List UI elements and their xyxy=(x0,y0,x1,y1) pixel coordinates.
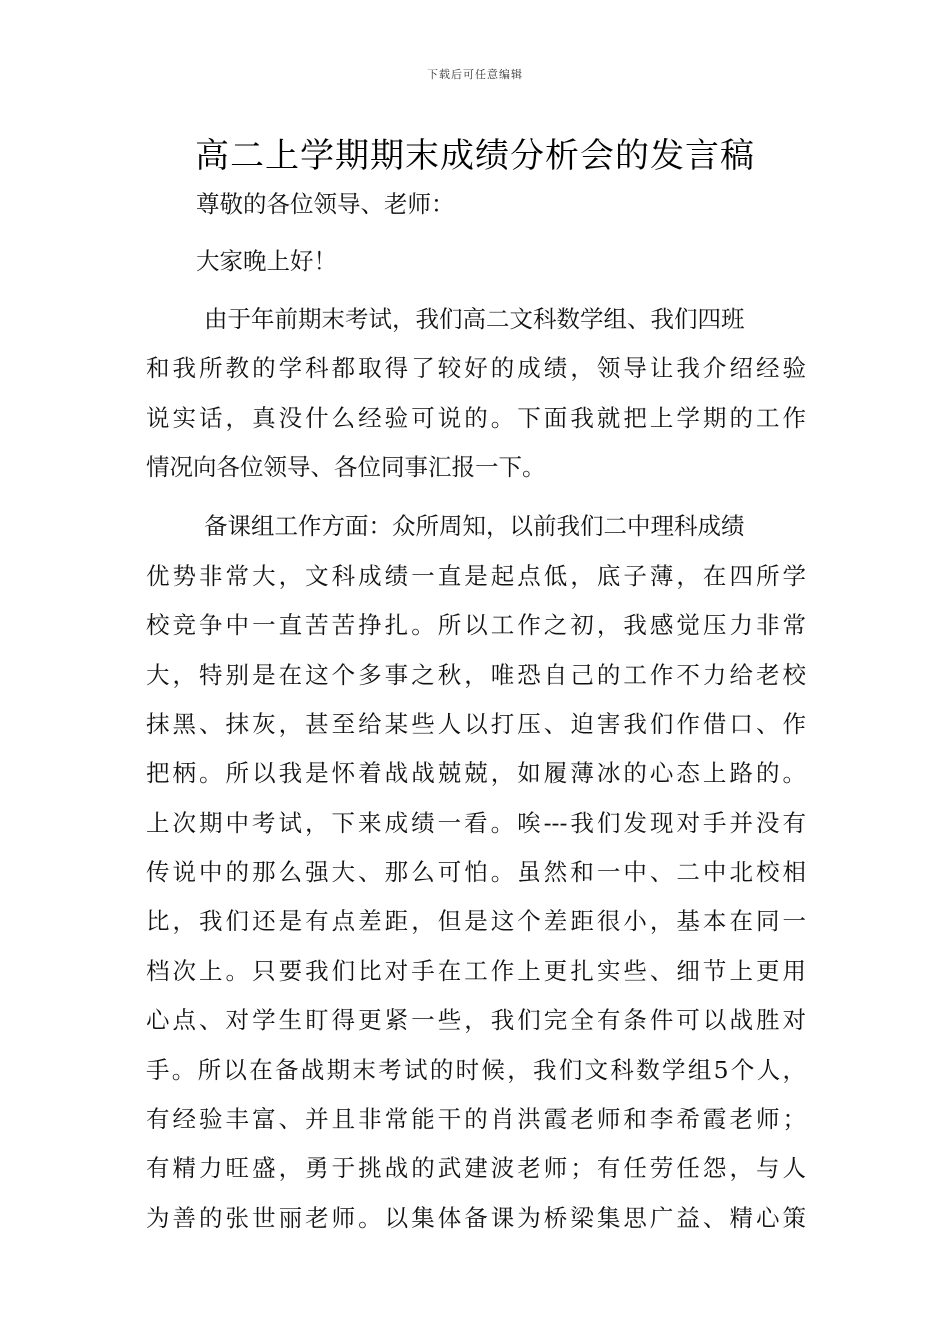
paragraph2-line: 比，我们还是有点差距，但是这个差距很小，基本在同一 xyxy=(146,907,806,936)
paragraph2-line: 优势非常大，文科成绩一直是起点低，底子薄，在四所学 xyxy=(146,561,806,590)
paragraph2-line: 手。所以在备战期末考试的时候，我们文科数学组5个人， xyxy=(146,1055,806,1084)
paragraph2-line: 档次上。只要我们比对手在工作上更扎实些、细节上更用 xyxy=(146,956,806,985)
page-header-note: 下载后可任意编辑 xyxy=(427,68,523,81)
paragraph1-line: 情况向各位领导、各位同事汇报一下。 xyxy=(146,452,546,481)
paragraph1-line: 和我所教的学科都取得了较好的成绩，领导让我介绍经验 xyxy=(146,354,806,383)
paragraph2-line: 有经验丰富、并且非常能干的肖洪霞老师和李希霞老师； xyxy=(146,1105,806,1134)
paragraph2-line: 大，特别是在这个多事之秋，唯恐自己的工作不力给老校 xyxy=(146,660,806,689)
greeting-line: 大家晚上好！ xyxy=(196,247,337,276)
paragraph1-line: 由于年前期末考试，我们高二文科数学组、我们四班 xyxy=(204,304,745,333)
paragraph2-line: 有精力旺盛，勇于挑战的武建波老师；有任劳任怨，与人 xyxy=(146,1154,806,1183)
paragraph1-line: 说实话，真没什么经验可说的。下面我就把上学期的工作 xyxy=(146,403,806,432)
document-title: 高二上学期期末成绩分析会的发言稿 xyxy=(195,136,755,176)
paragraph2-line: 为善的张世丽老师。以集体备课为桥梁集思广益、精心策 xyxy=(146,1203,806,1232)
paragraph2-line: 校竞争中一直苦苦挣扎。所以工作之初，我感觉压力非常 xyxy=(146,611,806,640)
document-body xyxy=(146,180,806,1243)
paragraph2-line: 抹黑、抹灰，甚至给某些人以打压、迫害我们作借口、作 xyxy=(146,709,806,738)
salutation-line: 尊敬的各位领导、老师： xyxy=(196,190,455,218)
paragraph2-line: 把柄。所以我是怀着战战兢兢，如履薄冰的心态上路的。 xyxy=(146,759,806,788)
paragraph2-line: 传说中的那么强大、那么可怕。虽然和一中、二中北校相 xyxy=(146,858,806,887)
paragraph2-line: 上次期中考试，下来成绩一看。唉---我们发现对手并没有 xyxy=(146,808,806,837)
paragraph2-line: 备课组工作方面：众所周知，以前我们二中理科成绩 xyxy=(204,512,745,541)
paragraph2-line: 心点、对学生盯得更紧一些，我们完全有条件可以战胜对 xyxy=(146,1006,806,1035)
